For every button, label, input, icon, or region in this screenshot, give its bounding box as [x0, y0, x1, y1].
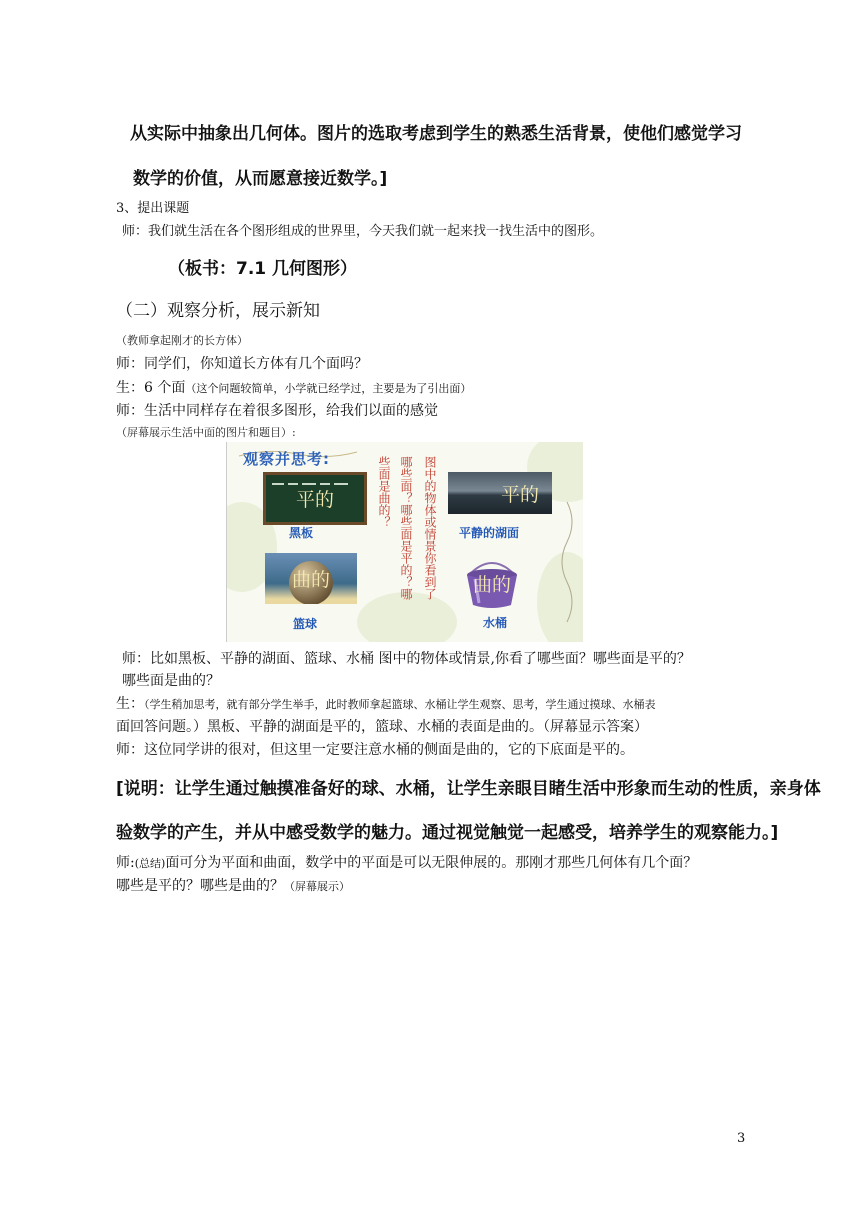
student-line-2b: 面回答问题。）黑板、平静的湖面是平的，篮球、水桶的表面是曲的。（屏幕显示答案）: [116, 719, 648, 735]
teacher-line-3: 师：生活中同样存在着很多图形，给我们以面的感觉: [116, 403, 438, 419]
teacher-line-6a: [116, 852, 697, 872]
figure-title: 观察并思考:: [243, 450, 330, 468]
lake-overlay: 平的: [500, 483, 539, 506]
bucket-caption: 水桶: [483, 616, 508, 630]
basketball-image: [265, 553, 357, 604]
teacher-6-line2-text: 哪些是平的？哪些是曲的？: [116, 878, 284, 894]
section-heading: （二）观察分析，展示新知: [116, 301, 320, 321]
teacher-line-1: 师：我们就生活在各个图形组成的世界里，今天我们就一起来找一找生活中的图形。: [122, 224, 604, 239]
lake-caption: 平静的湖面: [459, 526, 520, 540]
blackboard-caption: 黑板: [289, 526, 314, 540]
student-line-2a: [116, 693, 656, 713]
teacher-6-text: 面可分为平面和曲面，数学中的平面是可以无限伸展的。那刚才那些几何体有几个面？: [165, 855, 698, 871]
heading-3: 3、提出课题: [116, 201, 190, 216]
basketball-overlay: 曲的: [291, 569, 330, 591]
student-line-1-note: （这个问题较简单，小学就已经学过，主要是为了引出面）: [185, 382, 472, 395]
question-column-3: 些面是曲的？: [377, 456, 391, 528]
blackboard-image: [263, 472, 367, 525]
bucket-image: [461, 557, 523, 609]
explain-line-1: [说明：让学生通过触摸准备好的球、水桶，让学生亲眼目睹生活中形象而生动的性质，亲身体: [116, 779, 821, 799]
teacher-6-prefix: 师:: [116, 855, 135, 871]
question-column-2: 哪些面？哪些面是平的？哪: [399, 456, 413, 600]
teacher-6-note: (总结): [134, 857, 166, 870]
page-number: 3: [737, 1131, 746, 1146]
student-2-note: （学生稍加思考，就有部分学生举手，此时教师拿起篮球、水桶让学生观察、思考，学生通过摸球、水桶表: [144, 698, 656, 711]
intro-line-1: 从实际中抽象出几何体。图片的选取考虑到学生的熟悉生活背景，使他们感觉学习: [130, 124, 742, 144]
teacher-6-line2-note: （屏幕展示）: [284, 880, 350, 893]
bucket-overlay: 曲的: [472, 573, 511, 596]
question-column-1: 图中的物体或情景你看到了: [423, 456, 437, 600]
teacher-line-4a: 师：比如黑板、平静的湖面、篮球、水桶 图中的物体或情景,你看了哪些面？哪些面是平的？: [122, 651, 691, 667]
note-2: （屏幕展示生活中面的图片和题目）:: [116, 426, 296, 439]
lake-image: [448, 472, 552, 514]
observation-figure: [226, 442, 583, 642]
student-2-prefix: 生：: [116, 696, 144, 712]
board-note: （板书：7.1 几何图形）: [168, 259, 358, 279]
basketball-caption: 篮球: [293, 617, 318, 631]
teacher-line-6b: [116, 875, 350, 895]
student-line-1: [116, 377, 471, 397]
teacher-line-4b: 哪些面是曲的？: [122, 673, 220, 689]
blackboard-overlay: 平的: [295, 489, 334, 511]
teacher-line-5: 师：这位同学讲的很对，但这里一定要注意水桶的侧面是曲的，它的下底面是平的。: [116, 742, 634, 758]
note-1: （教师拿起刚才的长方体）: [116, 334, 248, 347]
student-line-1-main: 生：6 个面: [116, 380, 186, 396]
teacher-line-2: 师：同学们，你知道长方体有几个面吗？: [116, 356, 368, 372]
explain-line-2: 验数学的产生，并从中感受数学的魅力。通过视觉触觉一起感受，培养学生的观察能力。]: [116, 823, 779, 843]
intro-line-2: 数学的价值，从而愿意接近数学。]: [133, 169, 388, 189]
